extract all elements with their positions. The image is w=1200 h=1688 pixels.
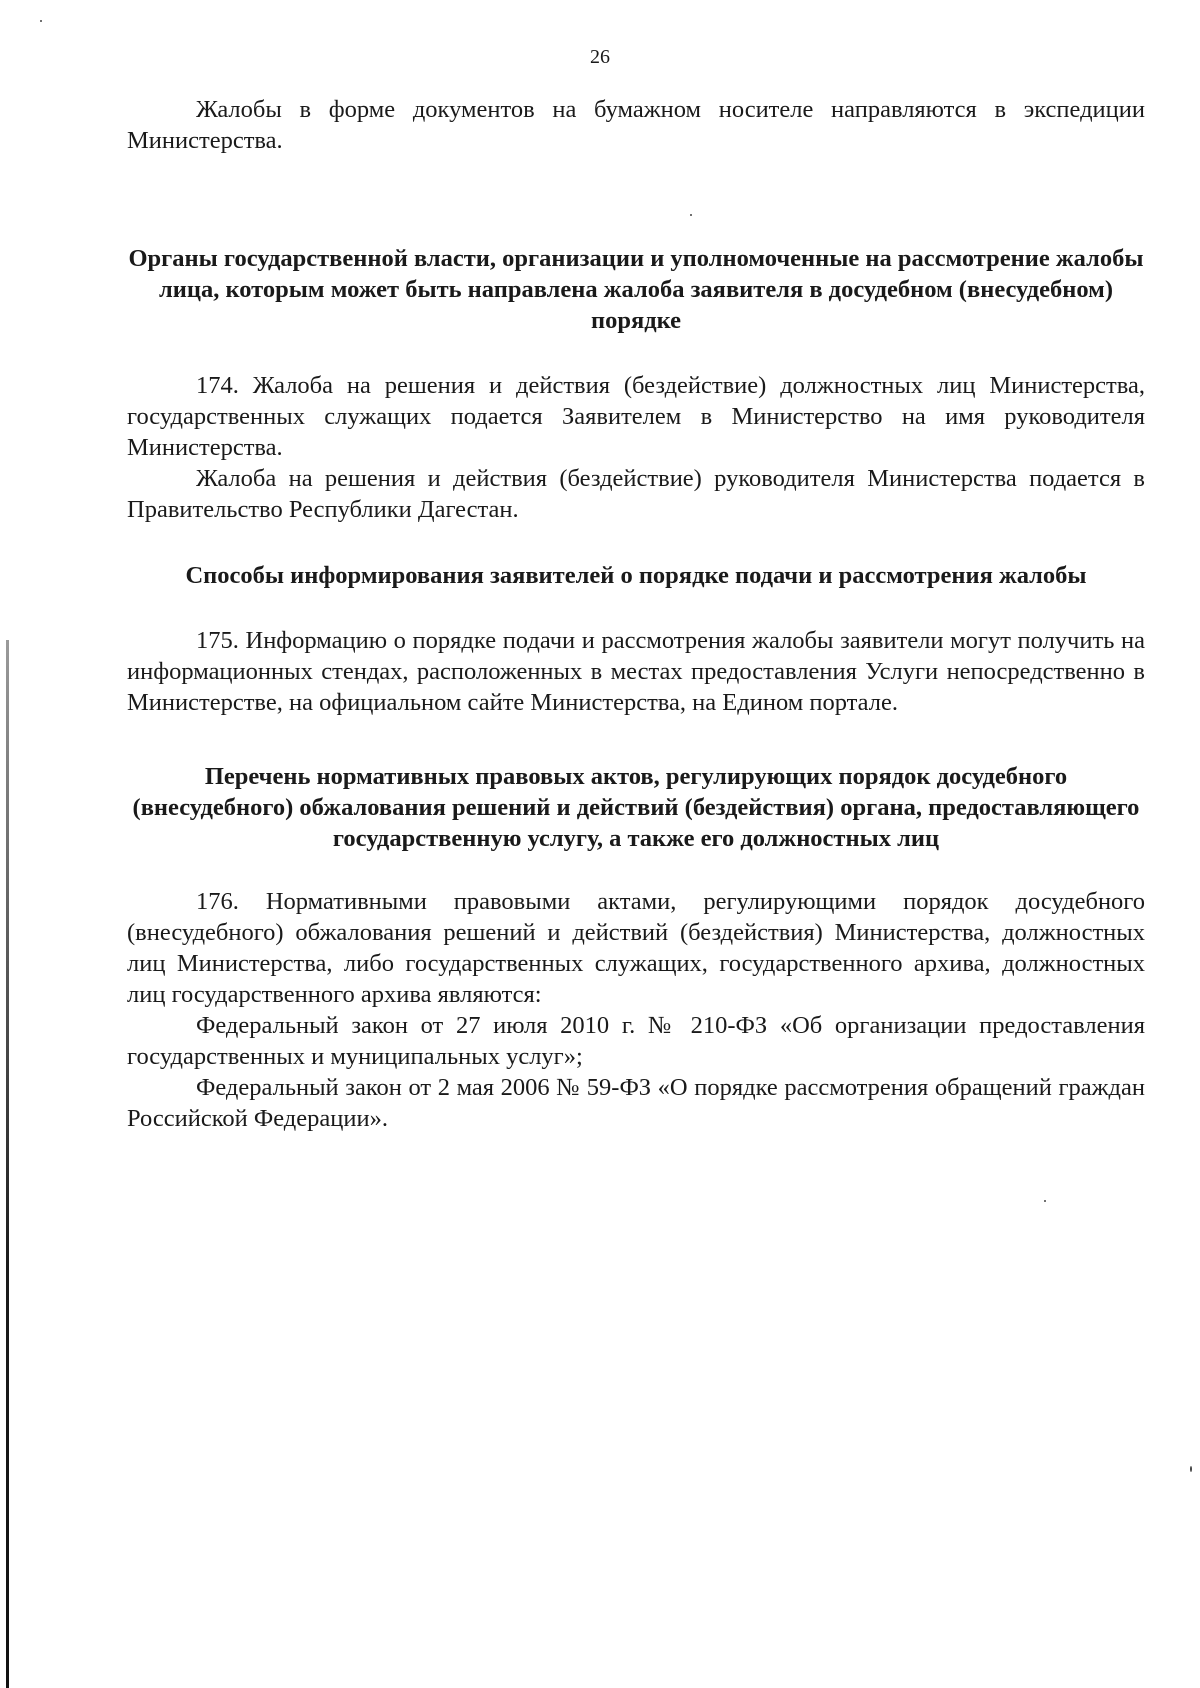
section-heading-complaint-bodies: Органы государственной власти, организации и уполномоченные на рассмотрение жалобы лица, которым может быть направлена жалоба заявителя в досудебном (внесудебном) порядке: [128, 245, 1144, 334]
scan-edge-line: [6, 640, 9, 1688]
page-number: 26: [590, 46, 610, 68]
scan-speck: [40, 20, 42, 22]
section-heading-informing-methods: Способы информирования заявителей о порядке подачи и рассмотрения жалобы: [185, 562, 1087, 589]
paragraph-176-law-210: Федеральный закон от 27 июля 2010 г. № 210-ФЗ «Об организации предоставления государственных и муниципальных услуг»;: [127, 1012, 1145, 1070]
section-heading-legal-acts: Перечень нормативных правовых актов, регулирующих порядок досудебного (внесудебного) обжалования решений и действий (бездействия) органа, предоставляющего государственную услугу, а также его должностных лиц: [132, 763, 1140, 852]
paragraph-174-continued: Жалоба на решения и действия (бездействие) руководителя Министерства подается в Правительство Республики Дагестан.: [127, 465, 1145, 523]
document-body: [127, 94, 1145, 1134]
scan-speck: [1044, 1200, 1046, 1202]
paragraph-176: 176. Нормативными правовыми актами, регулирующими порядок досудебного (внесудебного) обжалования решений и действий (бездействия) Министерства, должностных лиц Министерства, либо государственных служащих, государственного архива, должностных лиц государственного архива являются:: [127, 888, 1145, 1008]
paragraph-intro: Жалобы в форме документов на бумажном носителе направляются в экспедиции Министерства.: [127, 96, 1145, 154]
paragraph-175: 175. Информацию о порядке подачи и рассмотрения жалобы заявители могут получить на информационных стендах, расположенных в местах предоставления Услуги непосредственно в Министерстве, на официальном сайте Министерства, на Едином портале.: [127, 627, 1145, 716]
paragraph-176-law-59: Федеральный закон от 2 мая 2006 № 59-ФЗ «О порядке рассмотрения обращений граждан Российской Федерации».: [127, 1074, 1145, 1132]
scan-speck: [1190, 1466, 1192, 1472]
paragraph-174: 174. Жалоба на решения и действия (бездействие) должностных лиц Министерства, государственных служащих подается Заявителем в Министерство на имя руководителя Министерства.: [127, 372, 1145, 461]
